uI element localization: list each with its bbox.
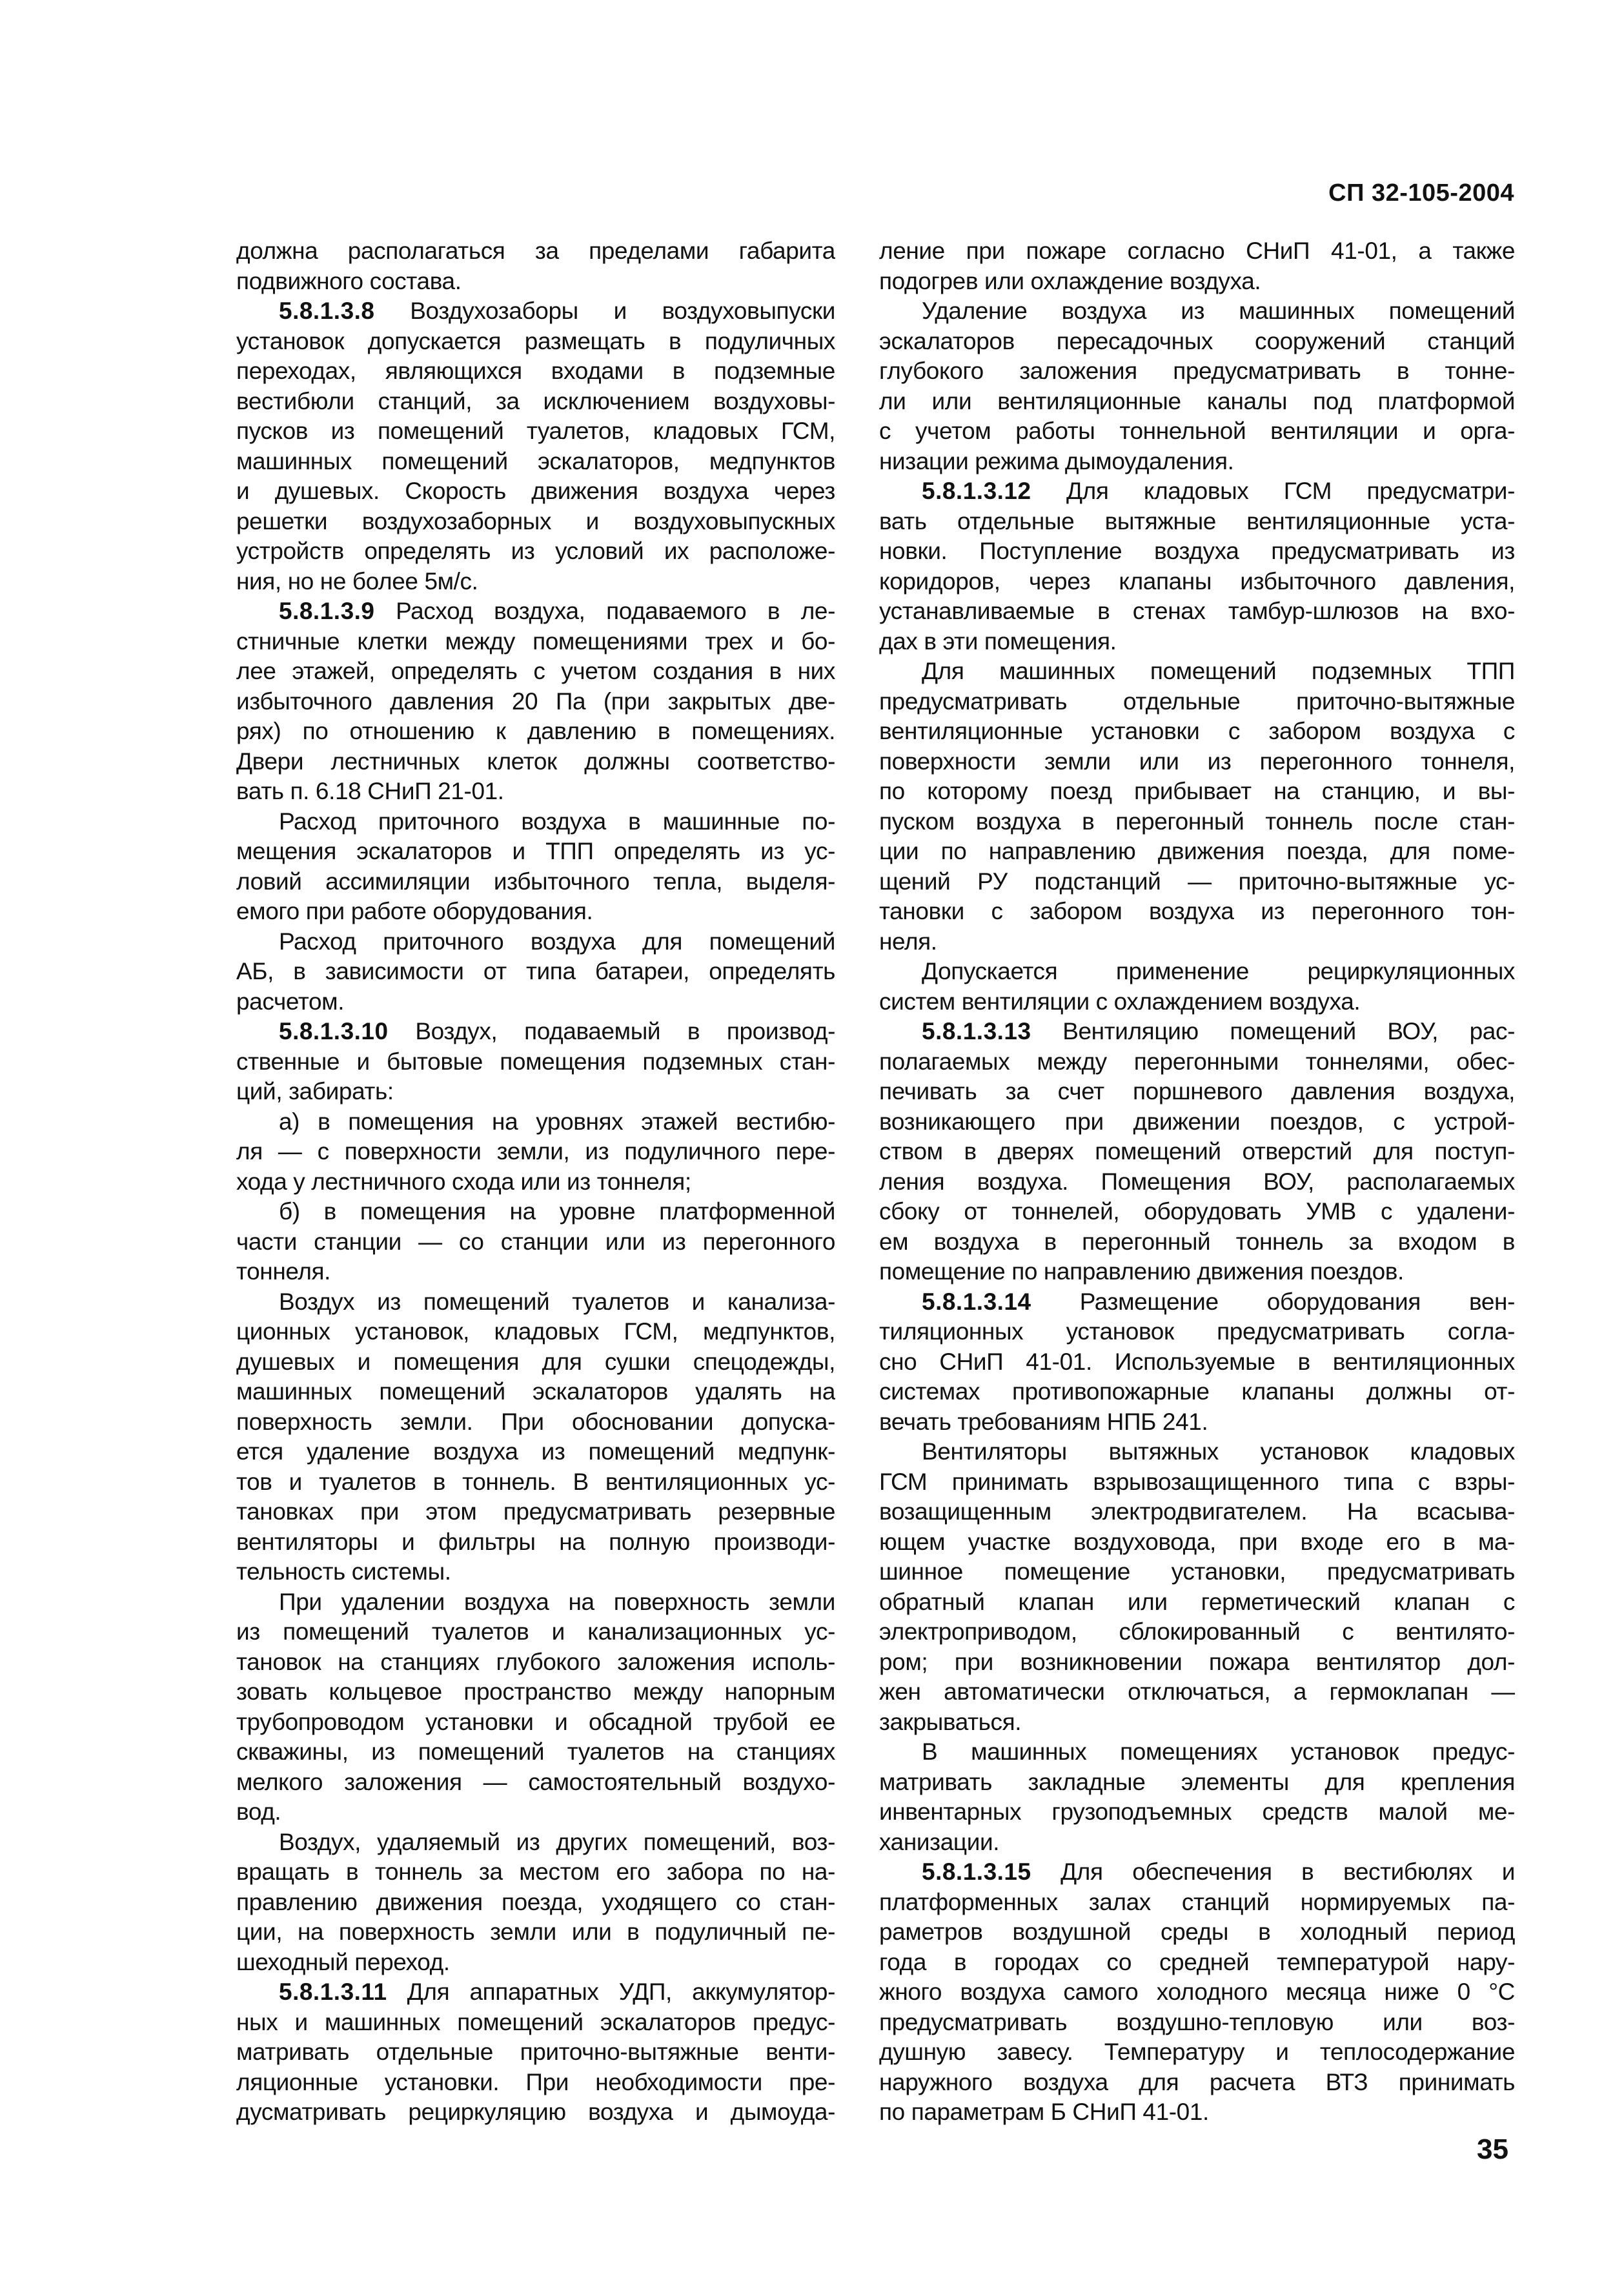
line-text: ханизации. bbox=[879, 1828, 1000, 1855]
line-text: емого при работе оборудования. bbox=[236, 898, 593, 924]
line-text: возащищенным электродвигателем. На всасыва- bbox=[879, 1498, 1515, 1525]
line-text: тельность системы. bbox=[236, 1558, 451, 1585]
text-line bbox=[236, 837, 835, 867]
section-number: 5.8.1.3.9 bbox=[279, 598, 375, 624]
left-column bbox=[236, 236, 835, 2128]
line-text: ции, на поверхность земли или в подуличный пе- bbox=[236, 1919, 835, 1945]
line-text: поверхности земли или из перегонного тоннеля, bbox=[879, 748, 1515, 775]
line-text: АБ, в зависимости от типа батареи, определять bbox=[236, 958, 835, 984]
text-line bbox=[236, 1857, 835, 1888]
line-text: Для обеспечения в вестибюлях и bbox=[1031, 1858, 1515, 1885]
text-line bbox=[236, 1197, 835, 1227]
line-text: по параметрам Б СНиП 41-01. bbox=[879, 2099, 1209, 2125]
text-line bbox=[879, 1917, 1515, 1948]
text-line bbox=[879, 2037, 1515, 2068]
line-text: коридоров, через клапаны избыточного давления, bbox=[879, 567, 1515, 595]
line-text: ется удаление воздуха из помещений медпунк- bbox=[236, 1438, 835, 1465]
text-line bbox=[879, 1527, 1515, 1558]
line-text: вентиляторы и фильтры на полную производи- bbox=[236, 1528, 835, 1555]
text-line bbox=[236, 1587, 835, 1618]
line-text: Воздух из помещений туалетов и канализа- bbox=[279, 1288, 835, 1315]
line-text: вестибюли станций, за исключением воздуховы- bbox=[236, 387, 835, 414]
text-line bbox=[879, 1797, 1515, 1827]
text-line bbox=[879, 957, 1515, 987]
text-line bbox=[236, 777, 835, 807]
text-line bbox=[236, 1647, 835, 1678]
line-text: глубокого заложения предусматривать в тонне- bbox=[879, 358, 1515, 384]
line-text: тоннеля. bbox=[236, 1258, 331, 1285]
text-line bbox=[236, 1107, 835, 1137]
text-line bbox=[879, 987, 1515, 1017]
text-line bbox=[236, 1527, 835, 1558]
text-line bbox=[236, 1977, 835, 2008]
text-line bbox=[236, 1677, 835, 1707]
line-text: вращать в тоннель за местом его забора по на- bbox=[236, 1858, 835, 1885]
text-line bbox=[879, 1677, 1515, 1707]
line-text: полагаемых между перегонными тоннелями, обес- bbox=[879, 1048, 1515, 1075]
line-text: сбоку от тоннелей, оборудовать УМВ с удалени- bbox=[879, 1198, 1515, 1225]
text-line bbox=[236, 2008, 835, 2038]
text-line bbox=[236, 476, 835, 507]
line-text: ГСМ принимать взрывозащищенного типа с взры- bbox=[879, 1468, 1515, 1495]
text-line bbox=[236, 416, 835, 447]
line-text: ных и машинных помещений эскалаторов предус- bbox=[236, 2008, 835, 2035]
line-text: Размещение оборудования вен- bbox=[1031, 1288, 1515, 1315]
line-text: В машинных помещениях установок предус- bbox=[922, 1738, 1515, 1765]
line-text: матривать закладные элементы для крепления bbox=[879, 1768, 1515, 1795]
text-line bbox=[879, 1888, 1515, 1918]
line-text: шинное помещение установки, предусматривать bbox=[879, 1558, 1515, 1585]
text-line bbox=[879, 1497, 1515, 1527]
text-line bbox=[236, 1227, 835, 1257]
line-text: подогрев или охлаждение воздуха. bbox=[879, 267, 1261, 294]
line-text: Удаление воздуха из машинных помещений bbox=[922, 298, 1515, 324]
text-line bbox=[879, 867, 1515, 897]
line-text: помещение по направлению движения поездов. bbox=[879, 1258, 1404, 1285]
right-column bbox=[879, 236, 1515, 2128]
line-text: ством в дверях помещений отверстий для поступ- bbox=[879, 1138, 1515, 1165]
line-text: и душевых. Скорость движения воздуха через bbox=[236, 478, 835, 504]
text-line bbox=[879, 356, 1515, 387]
text-line bbox=[236, 657, 835, 687]
line-text: ление при пожаре согласно СНиП 41-01, а также bbox=[879, 238, 1515, 264]
text-line bbox=[236, 1917, 835, 1948]
line-text: ния, но не более 5м/с. bbox=[236, 567, 478, 595]
line-text: Двери лестничных клеток должны соответство- bbox=[236, 748, 835, 775]
text-line bbox=[236, 2037, 835, 2068]
line-text: Для аппаратных УДП, аккумулятор- bbox=[387, 1979, 835, 2005]
text-line bbox=[879, 296, 1515, 327]
line-text: возникающего при движении поездов, с устрой- bbox=[879, 1108, 1515, 1135]
text-line bbox=[236, 1767, 835, 1798]
text-line bbox=[236, 296, 835, 327]
line-text: переходах, являющихся входами в подземные bbox=[236, 358, 835, 384]
text-line bbox=[236, 536, 835, 567]
text-line bbox=[236, 567, 835, 597]
document-code-header: СП 32-105-2004 bbox=[1328, 179, 1514, 207]
text-line bbox=[236, 747, 835, 777]
text-line bbox=[879, 1557, 1515, 1587]
text-line bbox=[879, 927, 1515, 957]
line-text: устанавливаемые в стенах тамбур-шлюзов на вхо- bbox=[879, 598, 1515, 624]
line-text: ляционные установки. При необходимости пре- bbox=[236, 2068, 835, 2095]
text-line bbox=[879, 1137, 1515, 1167]
line-text: щений РУ подстанций — приточно-вытяжные ус- bbox=[879, 868, 1515, 895]
line-text: тиляционных установок предусматривать согла- bbox=[879, 1318, 1515, 1345]
text-line bbox=[879, 2097, 1515, 2128]
line-text: рях) по отношению к давлению в помещениях. bbox=[236, 718, 835, 744]
line-text: Допускается применение рециркуляционных bbox=[922, 958, 1515, 984]
line-text: ющем участке воздуховода, при входе его в ма- bbox=[879, 1528, 1515, 1555]
line-text: зовать кольцевое пространство между напорным bbox=[236, 1678, 835, 1705]
line-text: жного воздуха самого холодного месяца ниже 0 °С bbox=[879, 1979, 1515, 2005]
text-line bbox=[236, 1827, 835, 1858]
line-text: установок допускается размещать в подуличных bbox=[236, 327, 835, 354]
line-text: ции по направлению движения поезда, для поме- bbox=[879, 838, 1515, 864]
text-line bbox=[879, 1107, 1515, 1137]
line-text: стничные клетки между помещениями трех и бо- bbox=[236, 627, 835, 655]
text-line bbox=[236, 1797, 835, 1827]
text-line bbox=[879, 1167, 1515, 1197]
text-line bbox=[879, 687, 1515, 717]
line-text: вентиляционные установки с забором воздуха с bbox=[879, 718, 1515, 744]
text-line bbox=[879, 1017, 1515, 1047]
line-text: матривать отдельные приточно-вытяжные венти- bbox=[236, 2039, 835, 2065]
text-line bbox=[236, 1407, 835, 1438]
line-text: душевых и помещения для сушки спецодежды, bbox=[236, 1348, 835, 1375]
section-number: 5.8.1.3.14 bbox=[922, 1288, 1031, 1315]
line-text: поверхность земли. При обосновании допуска- bbox=[236, 1408, 835, 1435]
line-text: электроприводом, сблокированный с вентилято- bbox=[879, 1618, 1515, 1645]
text-line bbox=[236, 1948, 835, 1978]
text-line bbox=[236, 1377, 835, 1407]
line-text: должна располагаться за пределами габарита bbox=[236, 238, 835, 264]
text-line bbox=[236, 1557, 835, 1587]
line-text: мещения эскалаторов и ТПП определять из ус- bbox=[236, 838, 835, 864]
text-line bbox=[236, 1317, 835, 1347]
text-line bbox=[879, 1587, 1515, 1618]
line-text: Расход воздуха, подаваемого в ле- bbox=[374, 598, 835, 624]
line-text: с учетом работы тоннельной вентиляции и орга- bbox=[879, 418, 1515, 444]
line-text: года в городах со средней температурой нару- bbox=[879, 1948, 1515, 1975]
line-text: лее этажей, определять с учетом создания в них bbox=[236, 658, 835, 684]
text-line bbox=[879, 1467, 1515, 1498]
text-line bbox=[236, 897, 835, 927]
text-line bbox=[879, 416, 1515, 447]
line-text: тов и туалетов в тоннель. В вентиляционных ус- bbox=[236, 1468, 835, 1495]
line-text: тановках при этом предусматривать резервные bbox=[236, 1498, 835, 1525]
line-text: а) в помещения на уровнях этажей вестибю- bbox=[279, 1108, 835, 1135]
text-line bbox=[879, 1767, 1515, 1798]
line-text: вод. bbox=[236, 1798, 281, 1825]
text-line bbox=[236, 1617, 835, 1647]
text-line bbox=[236, 1017, 835, 1047]
section-number: 5.8.1.3.13 bbox=[922, 1018, 1031, 1044]
line-text: правлению движения поезда, уходящего со стан- bbox=[236, 1888, 835, 1915]
line-text: подвижного состава. bbox=[236, 267, 462, 294]
text-line bbox=[879, 657, 1515, 687]
line-text: дах в эти помещения. bbox=[879, 627, 1117, 655]
line-text: шеходный переход. bbox=[236, 1948, 450, 1975]
line-text: жен автоматически отключаться, а гермоклапан — bbox=[879, 1678, 1515, 1705]
line-text: инвентарных грузоподъемных средств малой ме- bbox=[879, 1798, 1515, 1825]
line-text: систем вентиляции с охлаждением воздуха. bbox=[879, 988, 1361, 1015]
line-text: ром; при возникновении пожара вентилятор дол- bbox=[879, 1648, 1515, 1675]
text-line bbox=[879, 837, 1515, 867]
text-line bbox=[236, 1347, 835, 1378]
line-text: дусматривать рециркуляцию воздуха и дымоуда- bbox=[236, 2099, 835, 2125]
text-line bbox=[236, 1077, 835, 1107]
text-line bbox=[236, 1707, 835, 1738]
text-line bbox=[236, 1257, 835, 1287]
text-line bbox=[236, 596, 835, 627]
text-line bbox=[879, 1347, 1515, 1378]
text-line bbox=[236, 627, 835, 657]
text-line bbox=[879, 1948, 1515, 1978]
text-line bbox=[236, 267, 835, 297]
line-text: При удалении воздуха на поверхность земли bbox=[279, 1588, 835, 1615]
text-line bbox=[879, 507, 1515, 537]
line-text: пусков из помещений туалетов, кладовых ГСМ, bbox=[236, 418, 835, 444]
line-text: Для машинных помещений подземных ТПП bbox=[922, 658, 1515, 684]
text-line bbox=[236, 1437, 835, 1467]
text-line bbox=[236, 387, 835, 417]
text-line bbox=[236, 1467, 835, 1498]
text-line bbox=[236, 2068, 835, 2098]
text-line bbox=[879, 1287, 1515, 1318]
line-text: ля — с поверхности земли, из подуличного пере- bbox=[236, 1138, 835, 1165]
text-line bbox=[879, 807, 1515, 837]
text-line bbox=[879, 627, 1515, 657]
line-text: решетки воздухозаборных и воздуховыпускных bbox=[236, 507, 835, 534]
text-line bbox=[879, 387, 1515, 417]
text-line bbox=[236, 987, 835, 1017]
text-line bbox=[879, 1077, 1515, 1107]
text-line bbox=[236, 1497, 835, 1527]
line-text: Для кладовых ГСМ предусматри- bbox=[1031, 478, 1515, 504]
line-text: эскалаторов пересадочных сооружений станций bbox=[879, 327, 1515, 354]
text-line bbox=[879, 267, 1515, 297]
text-line bbox=[236, 1047, 835, 1077]
section-number: 5.8.1.3.15 bbox=[922, 1858, 1031, 1885]
line-text: вать отдельные вытяжные вентиляционные уста- bbox=[879, 507, 1515, 534]
line-text: ловий ассимиляции избыточного тепла, выделя- bbox=[236, 868, 835, 895]
line-text: избыточного давления 20 Па (при закрытых две- bbox=[236, 687, 835, 715]
text-line bbox=[879, 1977, 1515, 2008]
line-text: системах противопожарные клапаны должны от- bbox=[879, 1378, 1515, 1405]
text-line bbox=[879, 1857, 1515, 1888]
line-text: вечать требованиям НПБ 241. bbox=[879, 1408, 1208, 1435]
line-text: низации режима дымоудаления. bbox=[879, 447, 1234, 474]
page-number: 35 bbox=[1477, 2133, 1508, 2165]
line-text: Воздух, удаляемый из других помещений, воз- bbox=[279, 1828, 835, 1855]
section-number: 5.8.1.3.8 bbox=[279, 298, 375, 324]
text-line bbox=[879, 1377, 1515, 1407]
line-text: тановок на станциях глубокого заложения исполь- bbox=[236, 1648, 835, 1675]
text-line bbox=[236, 327, 835, 357]
line-text: сно СНиП 41-01. Используемые в вентиляционных bbox=[879, 1348, 1515, 1375]
text-line bbox=[879, 717, 1515, 747]
section-number: 5.8.1.3.12 bbox=[922, 478, 1031, 504]
line-text: наружного воздуха для расчета ВТЗ принимать bbox=[879, 2068, 1515, 2095]
text-line bbox=[236, 356, 835, 387]
text-line bbox=[879, 236, 1515, 267]
line-text: ли или вентиляционные каналы под платформой bbox=[879, 387, 1515, 414]
text-line bbox=[879, 2068, 1515, 2098]
text-line bbox=[879, 596, 1515, 627]
line-text: закрываться. bbox=[879, 1708, 1022, 1735]
line-text: устройств определять из условий их расположе- bbox=[236, 538, 835, 564]
text-line bbox=[879, 747, 1515, 777]
line-text: ционных установок, кладовых ГСМ, медпунктов, bbox=[236, 1318, 835, 1345]
text-line bbox=[236, 447, 835, 477]
text-line bbox=[879, 1317, 1515, 1347]
line-text: раметров воздушной среды в холодный период bbox=[879, 1919, 1515, 1945]
line-text: вать п. 6.18 СНиП 21-01. bbox=[236, 778, 504, 804]
line-text: ем воздуха в перегонный тоннель за входом в bbox=[879, 1228, 1515, 1255]
line-text: части станции — со станции или из перегонного bbox=[236, 1228, 835, 1255]
text-line bbox=[879, 536, 1515, 567]
text-line bbox=[879, 1707, 1515, 1738]
text-line bbox=[879, 1407, 1515, 1438]
text-line bbox=[236, 687, 835, 717]
line-text: Воздух, подаваемый в производ- bbox=[388, 1018, 835, 1044]
text-line bbox=[879, 567, 1515, 597]
line-text: машинных помещений эскалаторов удалять на bbox=[236, 1378, 835, 1405]
line-text: платформенных залах станций нормируемых па- bbox=[879, 1888, 1515, 1915]
text-line bbox=[879, 1737, 1515, 1767]
section-number: 5.8.1.3.10 bbox=[279, 1018, 389, 1044]
text-line bbox=[879, 1617, 1515, 1647]
text-line bbox=[879, 1437, 1515, 1467]
line-text: душную завесу. Температуру и теплосодержание bbox=[879, 2039, 1515, 2065]
text-line bbox=[236, 867, 835, 897]
line-text: ления воздуха. Помещения ВОУ, располагаемых bbox=[879, 1168, 1515, 1195]
line-text: из помещений туалетов и канализационных ус- bbox=[236, 1618, 835, 1645]
line-text: тановки с забором воздуха из перегонного тон- bbox=[879, 898, 1515, 924]
text-line bbox=[236, 1287, 835, 1318]
text-line bbox=[236, 957, 835, 987]
text-line bbox=[879, 1257, 1515, 1287]
text-line bbox=[879, 1047, 1515, 1077]
text-line bbox=[879, 447, 1515, 477]
text-line bbox=[879, 777, 1515, 807]
line-text: печивать за счет поршневого давления воздуха, bbox=[879, 1078, 1515, 1104]
line-text: трубопроводом установки и обсадной трубой ее bbox=[236, 1708, 835, 1735]
line-text: пуском воздуха в перегонный тоннель после стан- bbox=[879, 808, 1515, 835]
text-line bbox=[236, 1167, 835, 1197]
line-text: Вентиляторы вытяжных установок кладовых bbox=[922, 1438, 1515, 1465]
text-line bbox=[879, 1197, 1515, 1227]
line-text: Расход приточного воздуха для помещений bbox=[279, 928, 835, 955]
text-line bbox=[879, 897, 1515, 927]
line-text: Воздухозаборы и воздуховыпуски bbox=[374, 298, 835, 324]
text-line bbox=[236, 1737, 835, 1767]
text-line bbox=[879, 327, 1515, 357]
text-line bbox=[236, 717, 835, 747]
line-text: скважины, из помещений туалетов на станциях bbox=[236, 1738, 835, 1765]
line-text: мелкого заложения — самостоятельный воздухо- bbox=[236, 1768, 835, 1795]
text-line bbox=[236, 1137, 835, 1167]
line-text: б) в помещения на уровне платформенной bbox=[279, 1198, 835, 1225]
text-line bbox=[879, 2008, 1515, 2038]
line-text: ственные и бытовые помещения подземных стан- bbox=[236, 1048, 835, 1075]
line-text: машинных помещений эскалаторов, медпунктов bbox=[236, 447, 835, 474]
line-text: новки. Поступление воздуха предусматривать из bbox=[879, 538, 1515, 564]
text-line bbox=[236, 927, 835, 957]
line-text: предусматривать отдельные приточно-вытяжные bbox=[879, 687, 1515, 715]
line-text: Вентиляцию помещений ВОУ, рас- bbox=[1031, 1018, 1515, 1044]
text-line bbox=[879, 1647, 1515, 1678]
text-line bbox=[236, 807, 835, 837]
line-text: Расход приточного воздуха в машинные по- bbox=[279, 808, 835, 835]
line-text: предусматривать воздушно-тепловую или воз- bbox=[879, 2008, 1515, 2035]
section-number: 5.8.1.3.11 bbox=[279, 1979, 387, 2005]
line-text: хода у лестничного схода или из тоннеля; bbox=[236, 1168, 691, 1195]
text-line bbox=[236, 2097, 835, 2128]
text-line bbox=[879, 1827, 1515, 1858]
line-text: неля. bbox=[879, 928, 937, 955]
line-text: ций, забирать: bbox=[236, 1078, 394, 1104]
text-line bbox=[879, 1227, 1515, 1257]
text-line bbox=[236, 507, 835, 537]
text-line bbox=[236, 236, 835, 267]
text-line bbox=[236, 1888, 835, 1918]
text-line bbox=[879, 476, 1515, 507]
line-text: расчетом. bbox=[236, 988, 345, 1015]
line-text: обратный клапан или герметический клапан с bbox=[879, 1588, 1515, 1615]
line-text: по которому поезд прибывает на станцию, и вы- bbox=[879, 778, 1515, 804]
